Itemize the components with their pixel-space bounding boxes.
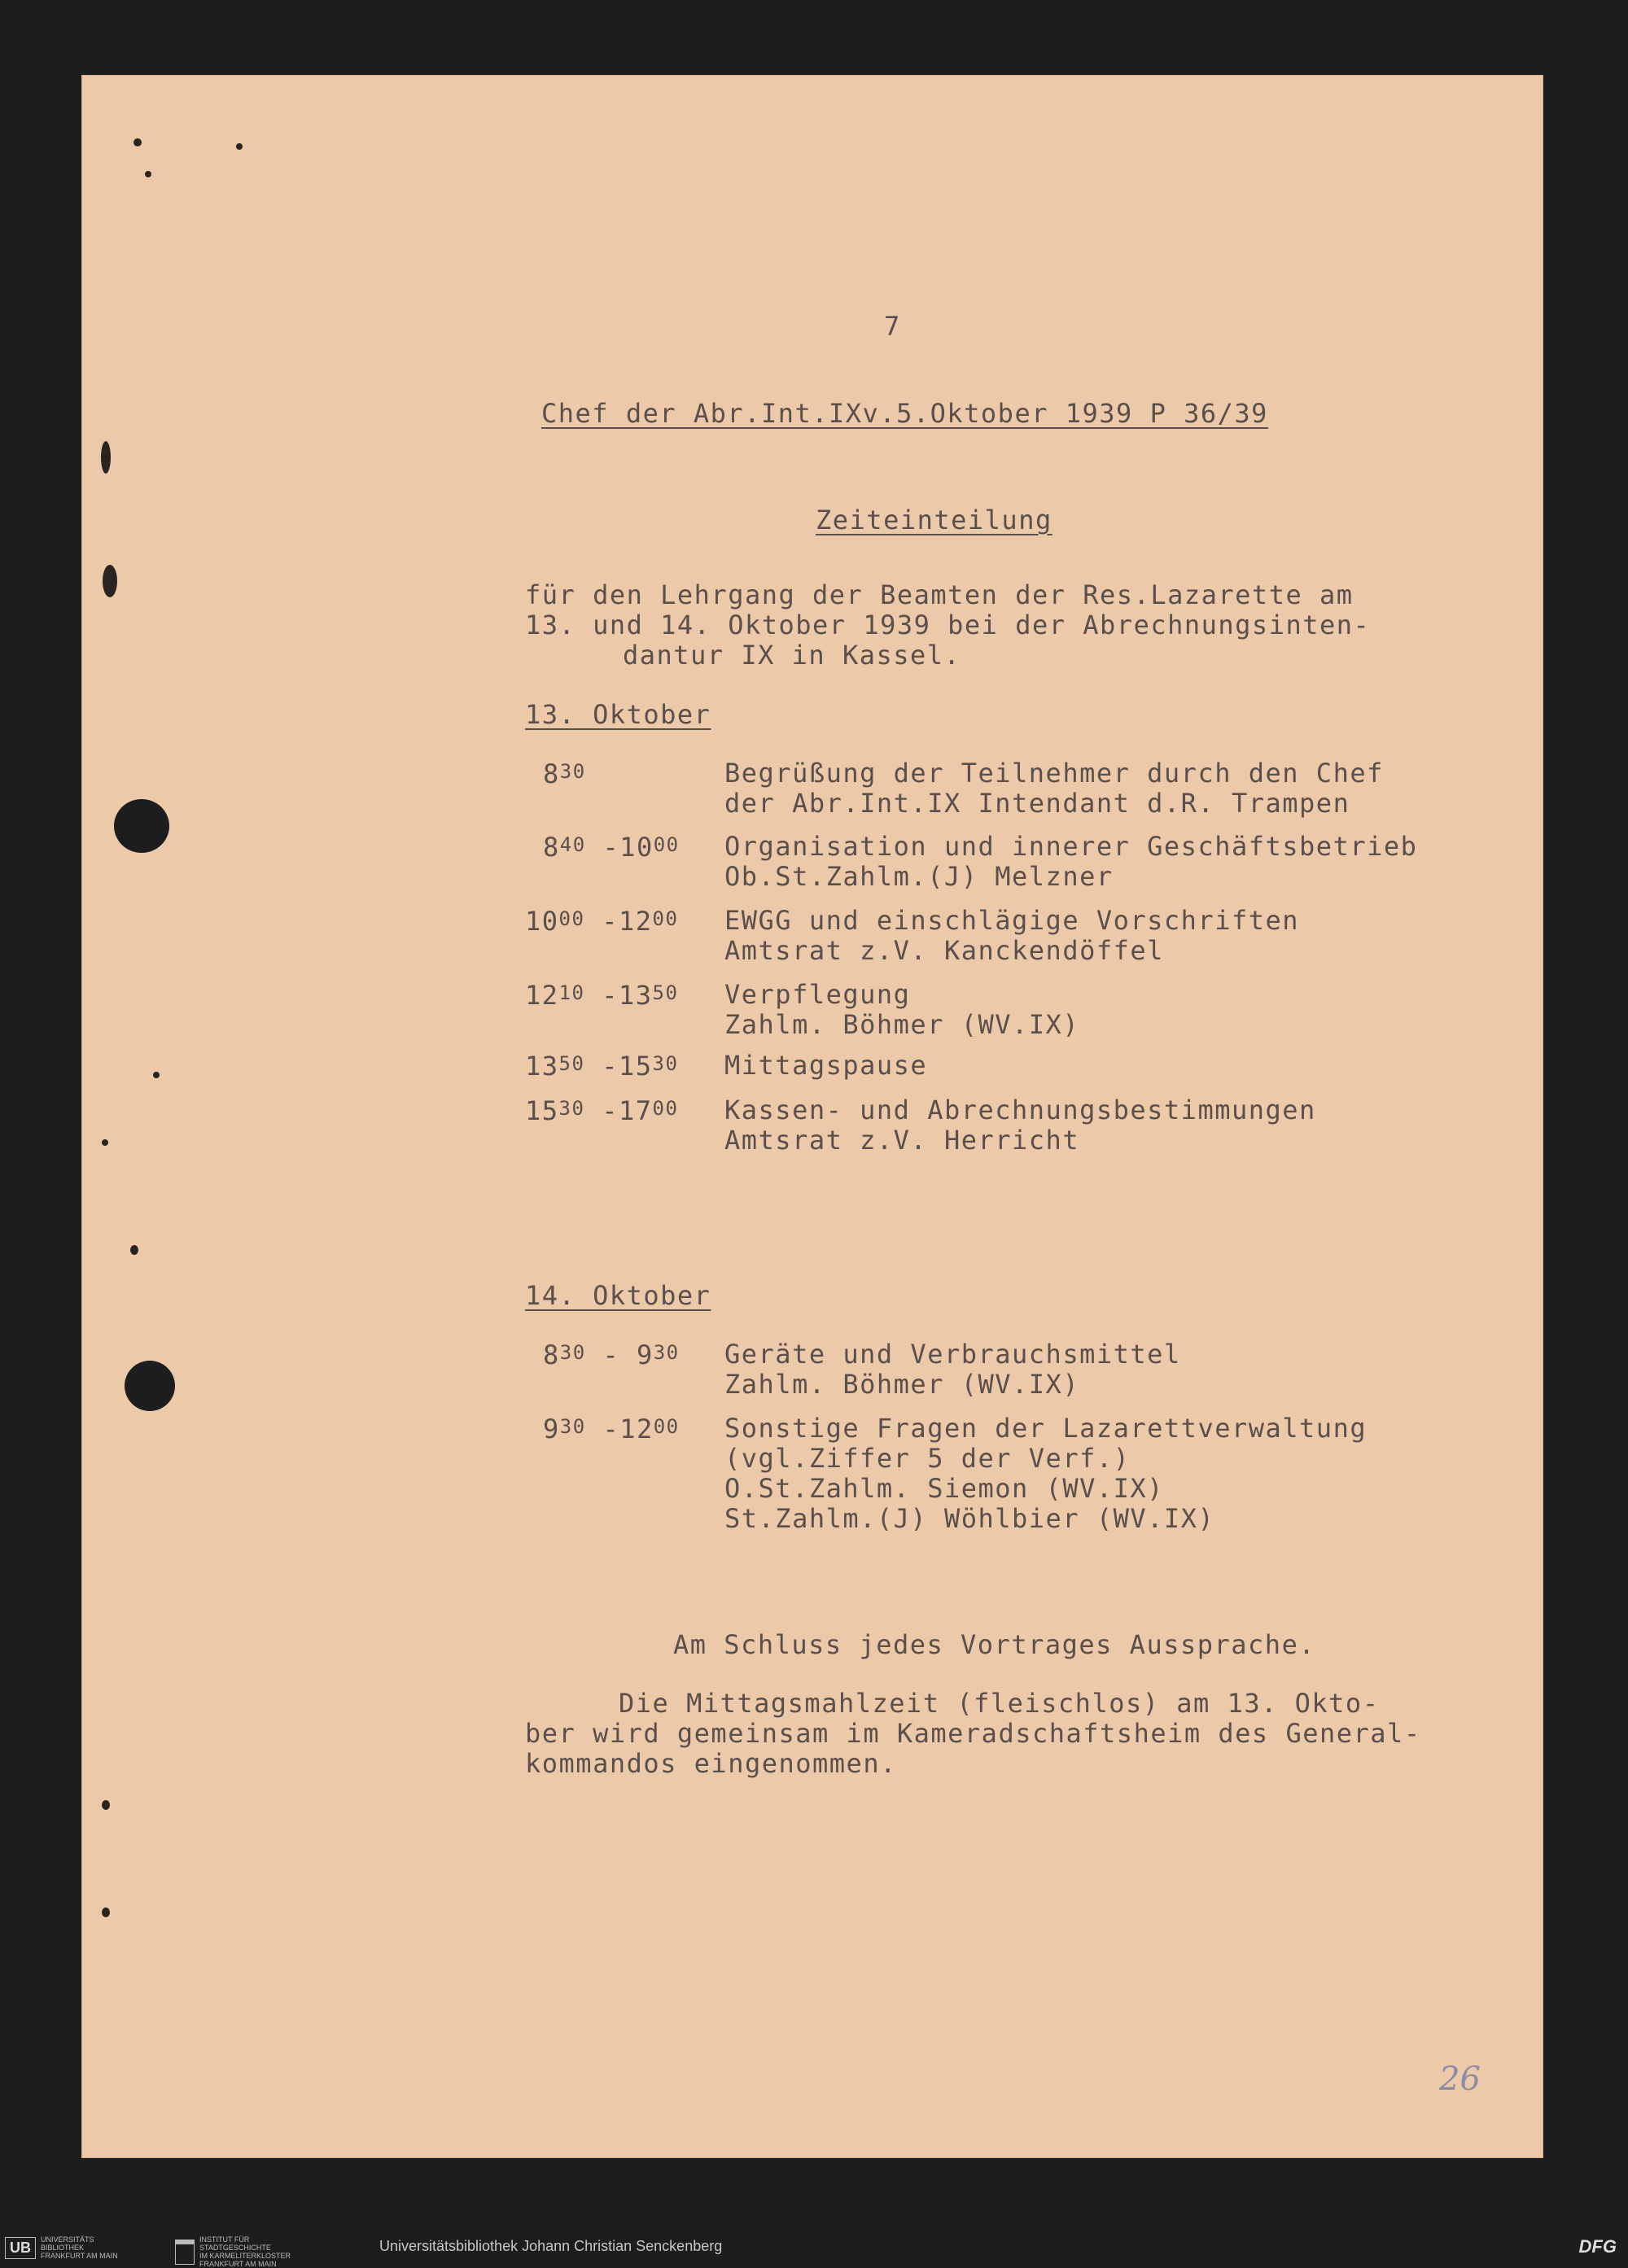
time-range: $8^{40}$ $-10^{00}$ [543,832,680,863]
punch-hole-top [114,799,169,853]
ub-logo [5,2235,118,2260]
entry-description: Geräte und Verbrauchsmittel Zahlm. Böhmer (WV.IX) [724,1339,1181,1400]
intro-line-3: dantur IX in Kassel. [623,640,961,671]
entry-description: EWGG und einschlägige Vorschriften Amtsrat z.V. Kanckendöffel [724,905,1300,966]
page-number: 7 [884,311,901,342]
entry-description: Mittagspause [724,1050,928,1081]
closing-paragraph-line-1: Die Mittagsmahlzeit (fleischlos) am 13. Okto- [619,1688,1380,1719]
dfg-logo: DFG [1578,2236,1617,2257]
intro-line-1: für den Lehrgang der Beamten der Res.Lazarette am [525,579,1354,610]
time-range: $12^{10}$ $-13^{50}$ [525,980,679,1011]
day1-heading: 13. Oktober [525,699,711,730]
intro-line-2: 13. und 14. Oktober 1939 bei der Abrechnungsinten- [525,610,1371,640]
day2-heading: 14. Oktober [525,1280,711,1311]
entry-description: Kassen- und Abrechnungsbestimmungen Amtsrat z.V. Herricht [724,1095,1316,1156]
ub-logo-text: UNIVERSITÄTS BIBLIOTHEK FRANKFURT AM MAIN [41,2235,118,2260]
closing-paragraph-line-3: kommandos eingenommen. [525,1748,897,1779]
handwritten-folio-number: 26 [1439,2060,1481,2098]
closing-paragraph-line-2: ber wird gemeinsam im Kameradschaftsheim des General- [525,1718,1421,1749]
time-range: $13^{50}$ $-15^{30}$ [525,1051,679,1082]
isg-logo-text: INSTITUT FÜR STADTGESCHICHTE IM KARMELITERKLOSTER FRANKFURT AM MAIN [199,2235,291,2268]
footer-bar [0,2227,1628,2266]
time-range: $10^{00}$ $-12^{00}$ [525,906,679,937]
time-range: $8^{30}$ [543,758,586,789]
document-title: Zeiteinteilung [816,505,1053,535]
building-icon [175,2240,195,2265]
entry-description: Sonstige Fragen der Lazarettverwaltung (vgl.Ziffer 5 der Verf.) O.St.Zahlm. Siemon (WV.IX) St.Zahlm.(J) Wöhlbier (WV.IX) [724,1413,1368,1534]
entry-description: Organisation und innerer Geschäftsbetrieb Ob.St.Zahlm.(J) Melzner [724,831,1418,892]
closing-line: Am Schluss jedes Vortrages Aussprache. [673,1629,1316,1660]
time-range: $8^{30} - 9^{30}$ [543,1339,680,1370]
ub-logo-mark: UB [5,2237,36,2259]
entry-description: Begrüßung der Teilnehmer durch den Chef der Abr.Int.IX Intendant d.R. Trampen [724,758,1384,819]
time-range: $9^{30}$ $-12^{00}$ [543,1414,680,1444]
entry-description: Verpflegung Zahlm. Böhmer (WV.IX) [724,979,1080,1040]
time-range: $15^{30}$ $-17^{00}$ [525,1095,679,1126]
library-name: Universitätsbibliothek Johann Christian Senckenberg [379,2238,723,2254]
isg-logo [175,2235,291,2268]
punch-hole-bottom [125,1361,175,1411]
reference-line: Chef der Abr.Int.IXv.5.Oktober 1939 P 36/39 [541,398,1268,429]
document-page [81,75,1543,2158]
